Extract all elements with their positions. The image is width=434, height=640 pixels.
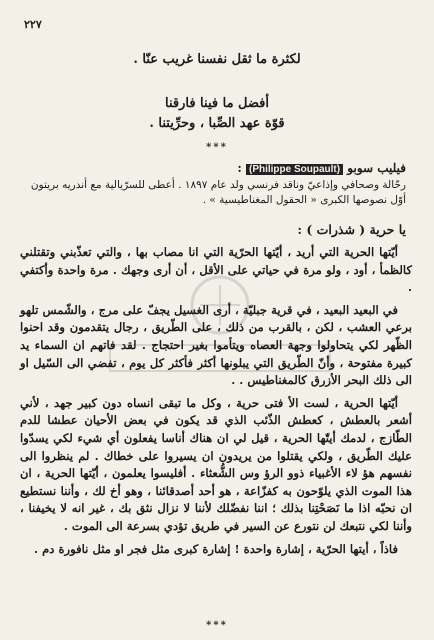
paragraph: أيّتها الحرية ، لست الأ فتى حرية ، وكل ما تبقى انساه دون كبير جهد ، لأني أشعر بالعطش ، كعطش الذّئب الذي قد يكون في بعض الأحيان عطشا للدم الطّازج ، لدمك أيتّها الحرية ، قيل لي ان هناك أناسا يفعلون أي شيء لكي يسدّوا عليك الطّريق ، ولكي يقتلوا من يريدون ان يسيروا على خطاك . لم ينظروا الى نفسهم هؤ لاء الأغبياء ذوو الرؤ وس الشُّعثاء . أفليسوا يعلمون ، أيّتها الحرية ، ان هذا الموت الذي يلوّحون به كفزّاعة ، هو أحد أصدقائنا ، وهو أخ لك ، وأننا نستطيع ان نحبّه اذا ما نَصَحْتِنا بذلك ؛ اننا نفضّلك لأننا لا نزال نثق بك ، غير انه لا يخيفنا ، وأننا لكي نتبعك لن نتورع عن السير في طريق تؤدي بسرعة الى الموت . [20, 395, 412, 533]
paragraph: أيّتها الحرية التي أريد ، أيّتها الحرّية التي انا مصاب بها ، والتي تعذّبني وتقتلني كالظمأ ، أود ، ولو مرة في حياتي على الأقل ، أن أرى وجهك . مرة واحدة وأكتفي . [20, 245, 412, 295]
end-separator: *** [206, 620, 228, 631]
author-name-arabic: فيليب سوبو [347, 161, 406, 175]
author-heading [26, 160, 406, 178]
author-bio-line: رحّالة وصحافي وإذاعيّ وناقد فرنسي ولد عام ١٨٩٧ . أعطى للسرّيالية مع أندريه بريتون [30, 179, 406, 191]
author-name-latin: (Philippe Soupault) [246, 164, 343, 175]
poem-stanza-2 [0, 94, 434, 134]
author-entry [26, 160, 406, 208]
section-separator: *** [206, 142, 228, 153]
poem-line: أفضل ما فينا فارقنا [164, 96, 270, 111]
poem-line: لكثرة ما ثقل نفسنا غريب عنّا . [133, 52, 301, 67]
page-number: ٢٢٧ [24, 18, 42, 31]
author-name-suffix: : [237, 161, 242, 175]
poem-line: قوّة عهد الصِّبا ، وحرِّيتنا . [149, 116, 285, 131]
poem-stanza-1 [0, 50, 434, 70]
paragraph: في البعيد البعيد ، في قرية جبليّة ، أرى الغسيل يجفّ على مرج ، والشّمس تلهو برعي العشب ، لكن ، بالقرب من ذلك ، على الطّريق ، رجال يتقدمون وقد احنوا الظّهر لكي يتحاولوا وجهة العصاه ويتأموا بغير احتجاج . لقد فاتهم ان السماء يد كبيرة مفتوحة ، وأنّ الطّريق التي يبلونها أكثر فأكثر كل يوم ، تفضي الى السّيل او الى ذلك البحر الأزرق كالمغناطيس . . [20, 302, 412, 388]
section-title: يا حرية ( شذرات ) : [297, 222, 406, 237]
author-bio-line: أوّل نصوصها الكبرى « الحقول المغناطيسية » . [202, 194, 406, 206]
poem-body [20, 244, 412, 563]
paragraph: فاذاً ، أيتها الحرّية ، إشارة واحدة ! إشارة كبرى مثل فجر او مثل نافورة دم . [34, 541, 398, 556]
